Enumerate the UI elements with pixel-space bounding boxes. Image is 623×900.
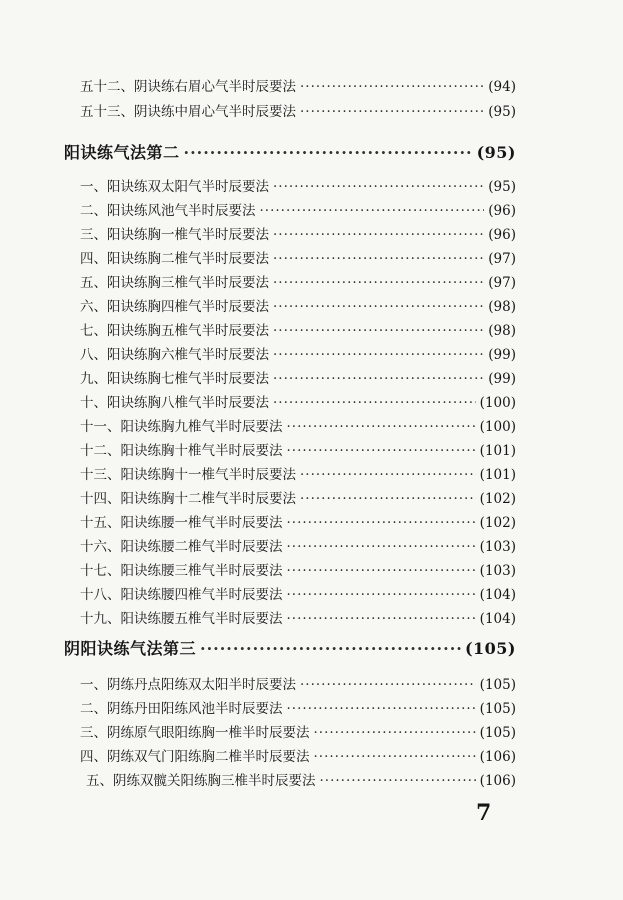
toc-entry-title: 十、阳诀练胸八椎气半时辰要法 (80, 395, 269, 411)
dot-leader (300, 490, 476, 508)
toc-entry-title: 七、阳诀练胸五椎气半时辰要法 (80, 323, 269, 339)
toc-entry (80, 586, 516, 604)
toc-entry-title: 五、阴练双髋关阳练胸三椎半时辰要法 (86, 773, 316, 789)
toc-entry (80, 250, 516, 268)
toc-section-title: 阳诀练气法第二 (64, 143, 180, 162)
toc-entry (80, 226, 516, 244)
toc-entry-title: 四、阴练双气门阳练胸二椎半时辰要法 (80, 749, 310, 765)
dot-leader (273, 298, 484, 316)
toc-entry (80, 610, 516, 628)
toc-entry-title: 十七、阳诀练腰三椎气半时辰要法 (80, 563, 283, 579)
dot-leader (287, 586, 476, 604)
toc-entry (80, 700, 516, 718)
toc-entry-page: ( 104 ) (480, 586, 516, 604)
dot-leader (273, 178, 484, 196)
dot-leader (200, 640, 461, 658)
dot-leader (287, 418, 476, 436)
toc-entry (80, 418, 516, 436)
dot-leader (314, 748, 476, 766)
toc-section-heading (64, 640, 516, 658)
toc-entry-page: ( 96 ) (488, 226, 516, 244)
toc-entry-page: ( 103 ) (480, 562, 516, 580)
toc-entry-title: 四、阳诀练胸二椎气半时辰要法 (80, 251, 269, 267)
toc-entry (80, 442, 516, 460)
dot-leader (300, 103, 484, 121)
toc-entry-page: ( 95 ) (488, 103, 516, 121)
toc-entry (80, 676, 516, 694)
dot-leader (287, 610, 476, 628)
toc-entry-title: 三、阳诀练胸一椎气半时辰要法 (80, 227, 269, 243)
dot-leader (273, 346, 484, 364)
dot-leader (273, 274, 484, 292)
toc-entry-title: 五、阳诀练胸三椎气半时辰要法 (80, 275, 269, 291)
dot-leader (273, 250, 484, 268)
toc-entry-page: ( 95 ) (488, 178, 516, 196)
toc-entry (80, 202, 516, 220)
toc-entry-title: 二、阴练丹田阳练风池半时辰要法 (80, 701, 283, 717)
dot-leader (300, 78, 484, 96)
dot-leader (287, 514, 476, 532)
toc-entry-page: ( 99 ) (488, 370, 516, 388)
toc-entry-title: 五十三、阴诀练中眉心气半时辰要法 (80, 104, 296, 120)
dot-leader (273, 322, 484, 340)
toc-entry-page: ( 96 ) (488, 202, 516, 220)
toc-section-title: 阴阳诀练气法第三 (64, 639, 197, 658)
dot-leader (320, 772, 476, 790)
toc-entry-title: 十八、阳诀练腰四椎气半时辰要法 (80, 587, 283, 603)
dot-leader (273, 394, 476, 412)
toc-entry (80, 748, 516, 766)
toc-entry (80, 322, 516, 340)
dot-leader (300, 466, 476, 484)
toc-entry-title: 二、阳诀练风池气半时辰要法 (80, 203, 256, 219)
toc-entry-title: 五十二、阴诀练右眉心气半时辰要法 (80, 79, 296, 95)
toc-entry-page: ( 105 ) (465, 640, 516, 658)
page-number: 7 (476, 800, 492, 826)
dot-leader (287, 442, 476, 460)
toc-entry-title: 十三、阳诀练胸十一椎气半时辰要法 (80, 467, 296, 483)
toc-entry-page: ( 98 ) (488, 298, 516, 316)
toc-entry-page: ( 94 ) (488, 78, 516, 96)
toc-entry (80, 466, 516, 484)
toc-entry-page: ( 106 ) (480, 748, 516, 766)
toc-entry (80, 103, 516, 121)
dot-leader (314, 724, 476, 742)
dot-leader (273, 370, 484, 388)
toc-entry-page: ( 100 ) (480, 418, 516, 436)
toc-entry-page: ( 95 ) (477, 144, 516, 162)
dot-leader (273, 226, 484, 244)
toc-entry-page: ( 105 ) (480, 676, 516, 694)
toc-entry (80, 274, 516, 292)
toc-entry-title: 十五、阳诀练腰一椎气半时辰要法 (80, 515, 283, 531)
dot-leader (184, 144, 473, 162)
toc-entry (80, 562, 516, 580)
toc-entry-page: ( 102 ) (480, 514, 516, 532)
toc-entry-title: 十一、阳诀练胸九椎气半时辰要法 (80, 419, 283, 435)
toc-entry (80, 490, 516, 508)
toc-entry-page: ( 101 ) (480, 442, 516, 460)
toc-entry-title: 一、阴练丹点阳练双太阳半时辰要法 (80, 677, 296, 693)
toc-entry-title: 十四、阳诀练胸十二椎气半时辰要法 (80, 491, 296, 507)
toc-entry-title: 十九、阳诀练腰五椎气半时辰要法 (80, 611, 283, 627)
dot-leader (287, 562, 476, 580)
toc-entry-title: 十六、阳诀练腰二椎气半时辰要法 (80, 539, 283, 555)
toc-entry (80, 78, 516, 96)
toc-entry-page: ( 105 ) (480, 724, 516, 742)
toc-entry (80, 394, 516, 412)
toc-entry (80, 178, 516, 196)
toc-entry-page: ( 106 ) (480, 772, 516, 790)
toc-entry (80, 724, 516, 742)
toc-entry-page: ( 103 ) (480, 538, 516, 556)
toc-entry (80, 298, 516, 316)
toc-entry (80, 370, 516, 388)
toc-section-heading (64, 144, 516, 162)
toc-entry-title: 六、阳诀练胸四椎气半时辰要法 (80, 299, 269, 315)
toc-entry-page: ( 98 ) (488, 322, 516, 340)
toc-entry (86, 772, 516, 790)
dot-leader (287, 538, 476, 556)
toc-entry-page: ( 97 ) (488, 274, 516, 292)
toc-entry-page: ( 104 ) (480, 610, 516, 628)
toc-entry (80, 346, 516, 364)
toc-entry-title: 十二、阳诀练胸十椎气半时辰要法 (80, 443, 283, 459)
toc-entry-title: 八、阳诀练胸六椎气半时辰要法 (80, 347, 269, 363)
dot-leader (300, 676, 476, 694)
toc-entry-page: ( 100 ) (480, 394, 516, 412)
toc-entry-page: ( 102 ) (480, 490, 516, 508)
dot-leader (260, 202, 485, 220)
toc-entry-page: ( 105 ) (480, 700, 516, 718)
toc-entry (80, 538, 516, 556)
toc-entry-title: 九、阳诀练胸七椎气半时辰要法 (80, 371, 269, 387)
toc-entry-page: ( 97 ) (488, 250, 516, 268)
toc-entry-title: 一、阳诀练双太阳气半时辰要法 (80, 179, 269, 195)
toc-entry-page: ( 101 ) (480, 466, 516, 484)
toc-entry-title: 三、阴练原气眼阳练胸一椎半时辰要法 (80, 725, 310, 741)
toc-entry-page: ( 99 ) (488, 346, 516, 364)
toc-entry (80, 514, 516, 532)
dot-leader (287, 700, 476, 718)
